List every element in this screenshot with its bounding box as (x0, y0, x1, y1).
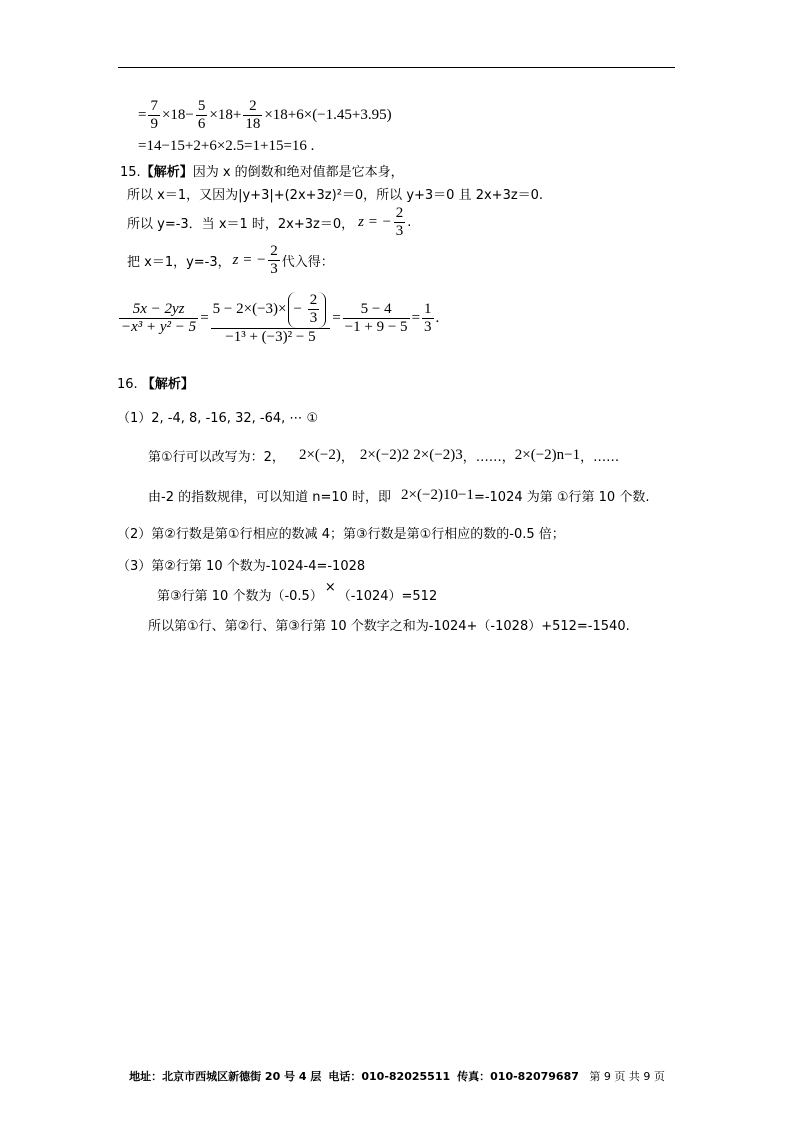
z-fraction: $\frac{2}{3}$ (395, 205, 404, 240)
q16-part-3: （3）第②行第 10 个数为-1024-4=-1028 (117, 559, 366, 574)
fraction-2-18: $\frac{2}{18}$ (245, 98, 261, 133)
q16-part-3-line-2: 第③行第 10 个数为（-0.5） × （-1024）=512 (157, 580, 438, 604)
q15-line-3: 把 x＝1，y=-3， z = − $\frac{2}{3}$ 代入得： (127, 243, 334, 278)
lhs-fraction: $\frac{5x - 2yz}{\text{−x³ + y² − 5}}$ (121, 301, 197, 336)
parenthesized-neg-fraction: − $\frac{2}{3}$ (288, 292, 326, 328)
q16-part-1: （1）2, -4, 8, -16, 32, -64, ⋯ ① (117, 411, 319, 426)
simplified-fraction: $\frac{5 - 4}{-1 + 9 - 5}$ (344, 301, 408, 336)
page-footer: 地址：北京市西城区新德街 20 号 4 层 电话：010-82025511 传真：010-82079687 第 9 页 共 9 页 (129, 1070, 665, 1083)
fraction-5-6: $\frac{5}{6}$ (197, 98, 206, 133)
header-rule (118, 67, 675, 68)
q16-exponent-line: 由-2 的指数规律，可以知道 n=10 时，即 2×(−2) 10−1 =-1024 为第 ①行第 10 个数. (148, 487, 650, 505)
z-fraction: $\frac{2}{3}$ (270, 243, 278, 278)
equals-sign: = (138, 107, 147, 124)
substituted-fraction: 5 − 2×(−3)× − $\frac{2}{3}$ −1³ + (−3)² − 5 (211, 292, 331, 346)
answer-fraction: $\frac{1}{3}$ (424, 301, 432, 336)
calc-line-1: = $\frac{7}{9}$ ×18− $\frac{5}{6}$ ×18+ $\frac{2}{18}$ ×18+6×(−1.45+3.95) (138, 98, 392, 133)
q16-heading: 16. 【解析】 (117, 377, 194, 392)
q15-line-2: 所以 y=-3．当 x＝1 时，2x+3z＝0， z = − $\frac{2}{3}$ . (127, 205, 412, 240)
fraction-7-9: $\frac{7}{9}$ (150, 98, 158, 133)
q16-part-2: （2）第②行数是第①行相应的数减 4；第③行数是第①行相应的数的-0.5 倍； (117, 527, 565, 542)
calc-line-2: =14−15+2+6×2.5=1+15=16 . (138, 138, 315, 154)
q16-conclusion: 所以第①行、第②行、第③行第 10 个数字之和为-1024+（-1028）+512=-1540. (148, 619, 630, 634)
q15-heading: 15.【解析】因为 x 的倒数和绝对值都是它本身， (120, 165, 404, 180)
q15-line-1: 所以 x＝1，又因为|y+3|+(2x+3z)²＝0，所以 y+3＝0 且 2x+3z＝0. (127, 188, 544, 203)
q15-evaluation: $\frac{5x - 2yz}{\text{−x³ + y² − 5}}$ = 5 − 2×(−3)× − $\frac{2}{3}$ −1³ + (−3)² − 5 = $\frac{5 - 4}{-1 + 9 - 5}$ = $\frac{1}{3}$ . (121, 292, 440, 345)
q16-rewrite-line: 第①行可以改写为：2， 2×(−2) ， 2×(−2) 2 2×(−2) 3 ，……， 2×(−2) n−1 ，…… (148, 447, 620, 465)
